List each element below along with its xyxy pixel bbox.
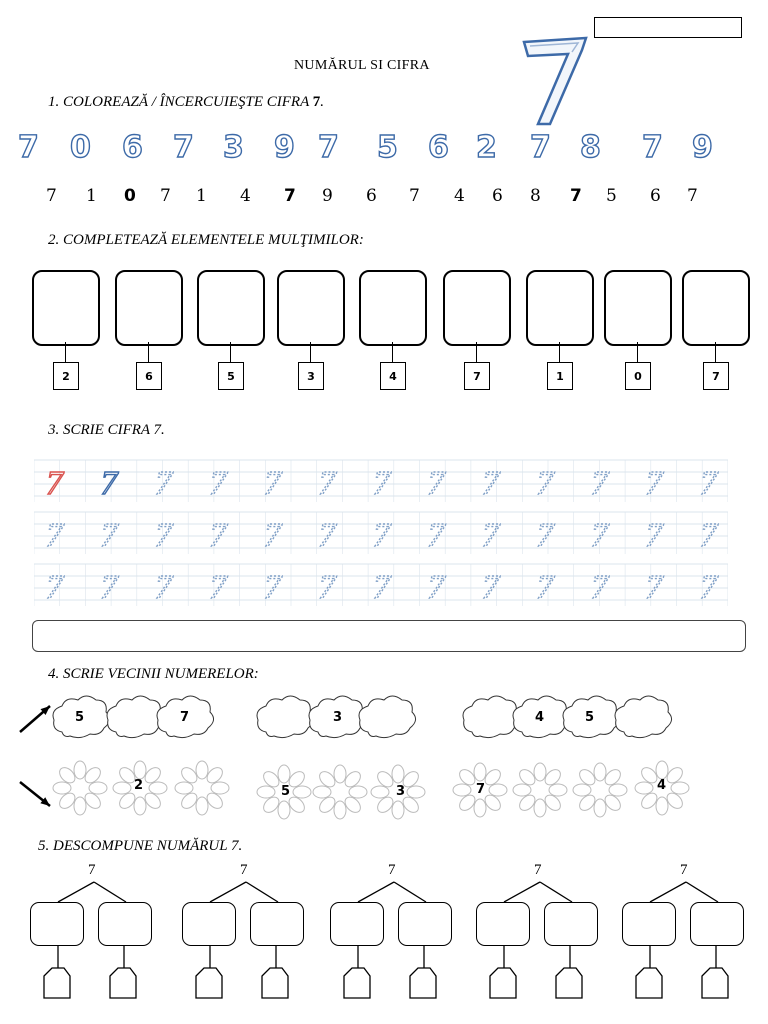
- set-box[interactable]: [277, 270, 345, 346]
- outlined-digit[interactable]: 2: [476, 130, 497, 165]
- task3-label: 3. SCRIE CIFRA 7.: [48, 422, 165, 438]
- writing-grid[interactable]: [34, 452, 728, 612]
- plain-digit[interactable]: 6: [492, 186, 503, 206]
- set-box[interactable]: [526, 270, 594, 346]
- part-box[interactable]: [98, 902, 152, 946]
- part-box[interactable]: [544, 902, 598, 946]
- trace-digit[interactable]: 7: [645, 517, 663, 554]
- trace-digit[interactable]: 7: [427, 465, 445, 502]
- decomposition-area: [0, 860, 768, 1020]
- outlined-digit[interactable]: 9: [692, 130, 713, 165]
- set-number-tag: 7: [703, 362, 729, 390]
- outlined-digit[interactable]: 0: [70, 130, 91, 165]
- set-connector: [559, 342, 560, 362]
- set-connector: [65, 342, 66, 362]
- set-number-tag: 0: [625, 362, 651, 390]
- decomposition-tree: [620, 860, 750, 1020]
- plain-digit[interactable]: 7: [570, 186, 582, 206]
- answer-tag[interactable]: [410, 968, 436, 998]
- trace-digit[interactable]: 7: [373, 569, 390, 606]
- set-number-tag: 7: [464, 362, 490, 390]
- trace-digit[interactable]: 7: [700, 517, 717, 554]
- answer-tag[interactable]: [702, 968, 728, 998]
- outlined-digit[interactable]: 7: [173, 130, 194, 165]
- snowflake-number: 2: [134, 778, 144, 793]
- neighbours-labels: [0, 690, 768, 830]
- trace-digit[interactable]: 7: [209, 517, 227, 554]
- set-box[interactable]: [443, 270, 511, 346]
- answer-tag[interactable]: [344, 968, 370, 998]
- set-connector: [148, 342, 149, 362]
- trace-digit[interactable]: 7: [100, 517, 118, 554]
- trace-digit[interactable]: 7: [318, 465, 336, 502]
- answer-tag[interactable]: [556, 968, 582, 998]
- trace-digit[interactable]: 7: [155, 569, 172, 606]
- decomposition-tree: [180, 860, 310, 1020]
- trace-digit[interactable]: 7: [264, 465, 281, 502]
- cloud-number: 3: [333, 710, 343, 725]
- plain-digit[interactable]: 6: [650, 186, 661, 206]
- decomposed-number: 7: [240, 862, 248, 878]
- trace-digit[interactable]: 7: [645, 569, 663, 606]
- plain-digit[interactable]: 7: [409, 186, 420, 206]
- snowflake-number: 3: [396, 784, 406, 799]
- decomposed-number: 7: [388, 862, 396, 878]
- set-connector: [310, 342, 311, 362]
- cloud-number: 5: [585, 710, 595, 725]
- trace-digit[interactable]: 7: [536, 569, 554, 606]
- trace-digit[interactable]: 7: [536, 517, 554, 554]
- decomposition-tree: [28, 860, 158, 1020]
- task2-label: 2. COMPLETEAZĂ ELEMENTELE MULŢIMILOR:: [48, 232, 364, 248]
- plain-digit[interactable]: 4: [240, 186, 251, 206]
- part-box[interactable]: [30, 902, 84, 946]
- plain-digit[interactable]: 5: [606, 186, 617, 206]
- set-box[interactable]: [32, 270, 100, 346]
- set-box[interactable]: [197, 270, 265, 346]
- answer-tag[interactable]: [44, 968, 70, 998]
- decomposed-number: 7: [88, 862, 96, 878]
- trace-digit[interactable]: 7: [373, 465, 390, 502]
- set-group: [526, 270, 594, 392]
- trace-digit[interactable]: 7: [209, 465, 227, 502]
- answer-tag[interactable]: [262, 968, 288, 998]
- trace-digit[interactable]: 7: [46, 465, 63, 502]
- trace-digit[interactable]: 7: [209, 569, 227, 606]
- cloud-number: 7: [180, 710, 190, 725]
- set-connector: [715, 342, 716, 362]
- set-number-tag: 3: [298, 362, 324, 390]
- task1-label: 1. COLOREAZĂ / ÎNCERCUIEŞTE CIFRA 7.: [48, 94, 324, 110]
- trace-digit[interactable]: 7: [427, 517, 445, 554]
- part-box[interactable]: [182, 902, 236, 946]
- trace-digit[interactable]: 7: [482, 465, 499, 502]
- trace-digit[interactable]: 7: [100, 569, 118, 606]
- trace-digit[interactable]: 7: [46, 569, 63, 606]
- plain-digit[interactable]: 1: [196, 186, 207, 206]
- outlined-digit[interactable]: 5: [377, 130, 398, 165]
- outlined-digit[interactable]: 7: [530, 130, 551, 165]
- outlined-digit[interactable]: 8: [580, 130, 601, 165]
- plain-digit[interactable]: 7: [160, 186, 171, 206]
- set-number-tag: 1: [547, 362, 573, 390]
- part-box[interactable]: [622, 902, 676, 946]
- plain-digits-row: [40, 186, 760, 212]
- trace-digit[interactable]: 7: [591, 569, 608, 606]
- set-group: [197, 270, 265, 392]
- trace-digit[interactable]: 7: [591, 465, 608, 502]
- trace-digit[interactable]: 7: [155, 465, 172, 502]
- decomposition-tree: [474, 860, 604, 1020]
- set-connector: [476, 342, 477, 362]
- set-group: [277, 270, 345, 392]
- trace-digit[interactable]: 7: [264, 569, 281, 606]
- set-group: [682, 270, 750, 392]
- snowflake-number: 7: [476, 782, 486, 797]
- set-number-tag: 2: [53, 362, 79, 390]
- plain-digit[interactable]: 9: [322, 186, 333, 206]
- answer-tag[interactable]: [110, 968, 136, 998]
- trace-digit[interactable]: 7: [46, 517, 63, 554]
- task5-label: 5. DESCOMPUNE NUMĂRUL 7.: [38, 838, 243, 854]
- set-group: [32, 270, 100, 392]
- part-box[interactable]: [330, 902, 384, 946]
- plain-digit[interactable]: 0: [124, 186, 136, 206]
- trace-digit[interactable]: 7: [482, 569, 499, 606]
- plain-digit[interactable]: 4: [454, 186, 465, 206]
- set-connector: [230, 342, 231, 362]
- answer-tag[interactable]: [490, 968, 516, 998]
- outlined-digit[interactable]: 7: [318, 130, 339, 165]
- plain-digit[interactable]: 7: [284, 186, 296, 206]
- page-title: NUMĂRUL SI CIFRA: [294, 58, 430, 73]
- set-box[interactable]: [682, 270, 750, 346]
- decomposed-number: 7: [680, 862, 688, 878]
- plain-digit[interactable]: 7: [687, 186, 698, 206]
- set-group: [443, 270, 511, 392]
- name-field[interactable]: [594, 17, 742, 38]
- part-box[interactable]: [476, 902, 530, 946]
- trace-digit[interactable]: 7: [700, 465, 717, 502]
- task4-label: 4. SCRIE VECINII NUMERELOR:: [48, 666, 259, 682]
- snowflake-number: 4: [657, 778, 667, 793]
- set-number-tag: 4: [380, 362, 406, 390]
- outlined-digit[interactable]: 6: [122, 130, 143, 165]
- cloud-number: 5: [75, 710, 85, 725]
- trace-digit[interactable]: 7: [645, 465, 663, 502]
- set-number-tag: 5: [218, 362, 244, 390]
- answer-tag[interactable]: [636, 968, 662, 998]
- outlined-digit[interactable]: 7: [18, 130, 39, 165]
- trace-digit[interactable]: 7: [318, 517, 336, 554]
- set-group: [359, 270, 427, 392]
- decomposition-tree: [328, 860, 458, 1020]
- outlined-digit[interactable]: 3: [223, 130, 244, 165]
- outlined-digits-row: [18, 130, 758, 170]
- trace-digit[interactable]: 7: [155, 517, 172, 554]
- trace-digit[interactable]: 7: [318, 569, 336, 606]
- trace-digit[interactable]: 7: [700, 569, 717, 606]
- trace-digit[interactable]: 7: [264, 517, 281, 554]
- outlined-digit[interactable]: 9: [274, 130, 295, 165]
- trace-digit[interactable]: 7: [536, 465, 554, 502]
- set-group: [604, 270, 672, 392]
- decomposed-number: 7: [534, 862, 542, 878]
- answer-tag[interactable]: [196, 968, 222, 998]
- set-group: [115, 270, 183, 392]
- trace-digit[interactable]: 7: [373, 517, 390, 554]
- trace-digit[interactable]: 7: [100, 465, 118, 502]
- plain-digit[interactable]: 6: [366, 186, 377, 206]
- snowflake-number: 5: [281, 784, 291, 799]
- part-box[interactable]: [398, 902, 452, 946]
- answer-bar[interactable]: [32, 620, 746, 652]
- cloud-number: 4: [535, 710, 545, 725]
- trace-digit[interactable]: 7: [591, 517, 608, 554]
- part-box[interactable]: [250, 902, 304, 946]
- part-box[interactable]: [690, 902, 744, 946]
- trace-digit[interactable]: 7: [427, 569, 445, 606]
- set-box[interactable]: [359, 270, 427, 346]
- set-connector: [637, 342, 638, 362]
- set-connector: [392, 342, 393, 362]
- set-number-tag: 6: [136, 362, 162, 390]
- plain-digit[interactable]: 8: [530, 186, 541, 206]
- outlined-digit[interactable]: 7: [642, 130, 663, 165]
- plain-digit[interactable]: 1: [86, 186, 97, 206]
- set-box[interactable]: [115, 270, 183, 346]
- trace-digit[interactable]: 7: [482, 517, 499, 554]
- big-digit-seven: [520, 28, 590, 128]
- set-box[interactable]: [604, 270, 672, 346]
- plain-digit[interactable]: 7: [46, 186, 57, 206]
- outlined-digit[interactable]: 6: [428, 130, 449, 165]
